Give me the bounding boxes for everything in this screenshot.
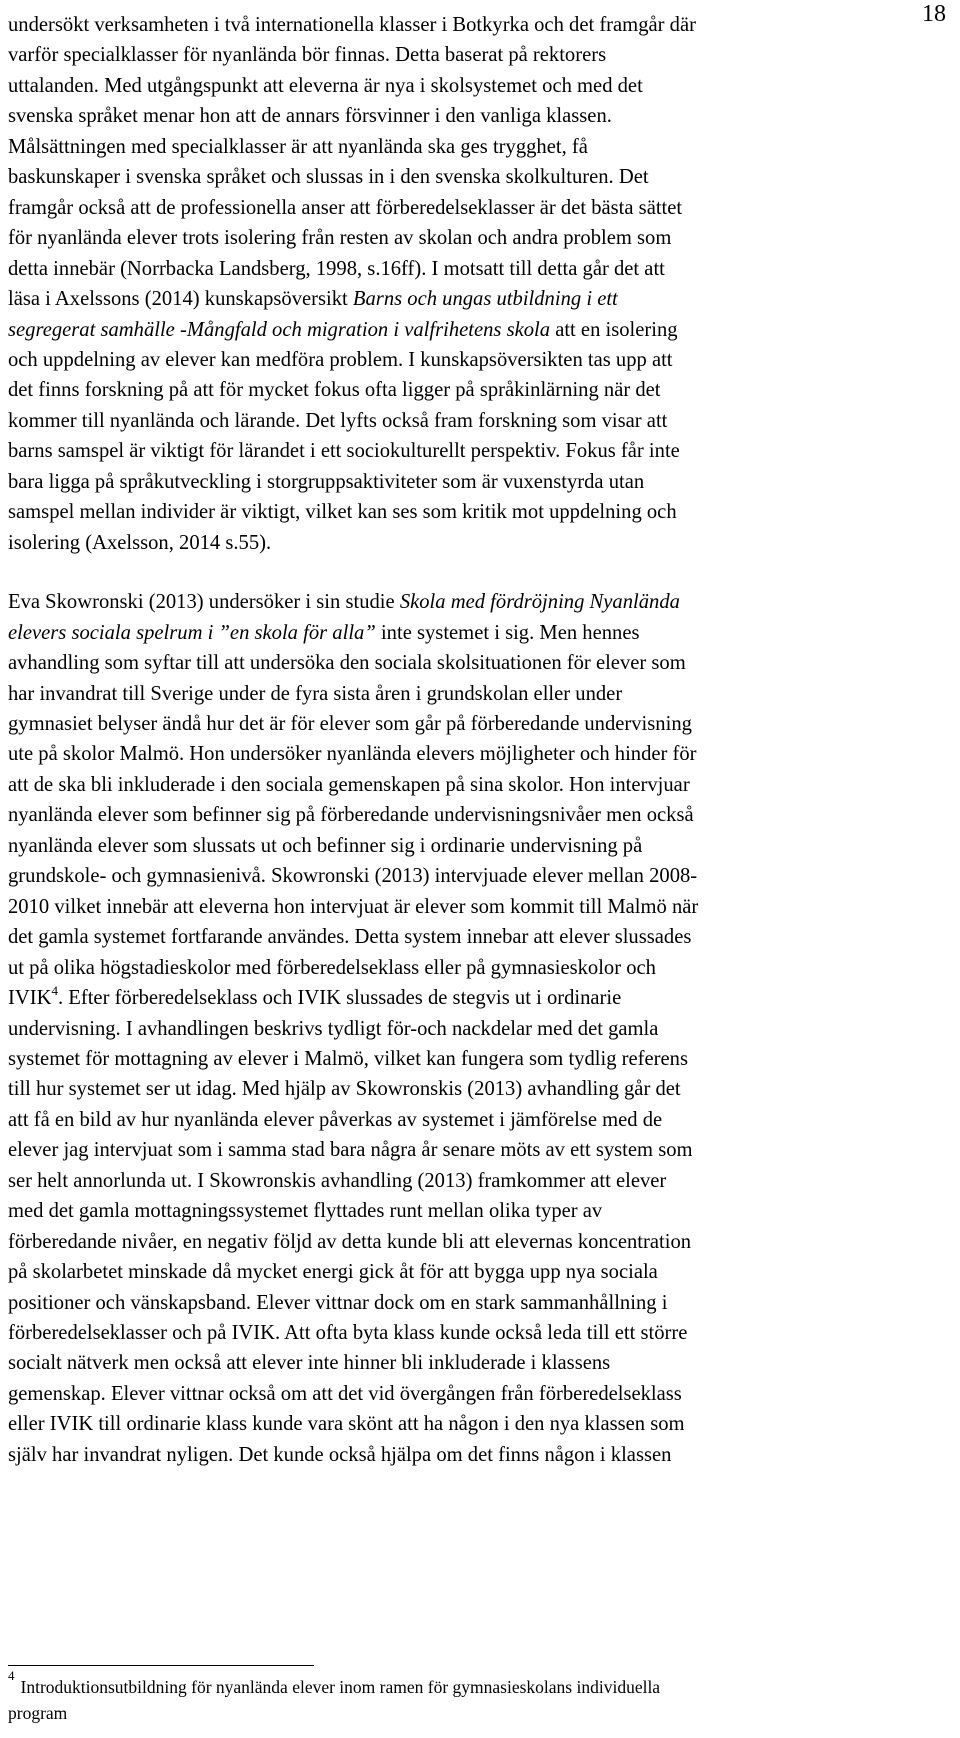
text-line: positioner och vänskapsband. Elever vittnar dock om en stark sammanhållning i [8, 1291, 668, 1314]
text-line: ser helt annorlunda ut. I Skowronskis avhandling (2013) framkommer att elever [8, 1169, 667, 1192]
book-title-italic: segregerat samhälle -Mångfald och migration i valfrihetens skola [8, 318, 551, 341]
text-line: detta innebär (Norrbacka Landsberg, 1998, s.16ff). I motsatt till detta går det att [8, 257, 665, 280]
text-segment: läsa i Axelssons (2014) kunskapsöversikt [8, 288, 353, 311]
footnote [8, 1668, 888, 1726]
text-line: kommer till nyanlända och lärande. Det lyfts också fram forskning som visar att [8, 409, 668, 432]
text-line: gymnasiet belyser ändå hur det är för elever som går på förberedande undervisning [8, 712, 692, 735]
text-line: bara ligga på språkutveckling i storgruppsaktiviteter som är vuxenstyrda utan [8, 470, 645, 493]
text-line: undersökt verksamheten i två internationella klasser i Botkyrka och det framgår där [8, 14, 696, 36]
text-segment: . Efter förberedelseklass och IVIK slussades de stegvis ut i ordinarie [57, 987, 622, 1010]
text-line: det finns forskning på att för mycket fokus ofta ligger på språkinlärning när det [8, 379, 661, 402]
footnote-line: program [8, 1703, 68, 1723]
text-line: systemet för mottagning av elever i Malmö, vilket kan fungera som tydlig referens [8, 1047, 688, 1070]
text-line: med det gamla mottagningssystemet flyttades runt mellan olika typer av [8, 1200, 603, 1223]
text-segment: att en isolering [550, 318, 678, 341]
text-line: framgår också att de professionella anser att förberedelseklasser är det bästa sättet [8, 196, 683, 219]
text-line: nyanlända elever som befinner sig på förberedande undervisningsnivåer men också [8, 804, 694, 827]
text-line: förberedande nivåer, en negativ följd av detta kunde bli att elevernas koncentration [8, 1230, 692, 1253]
text-line [8, 983, 868, 1013]
footnote-marker: 4 [8, 1668, 15, 1684]
text-line: på skolarbetet minskade då mycket energi gick åt för att bygga upp nya sociala [8, 1261, 658, 1284]
text-segment: inte systemet i sig. Men hennes [375, 621, 640, 644]
paragraph-2 [8, 587, 868, 1470]
book-title-italic: Barns och ungas utbildning i ett [352, 288, 618, 311]
footnote-text: Introduktionsutbildning för nyanlända elever inom ramen för gymnasieskolans individuella [20, 1677, 661, 1697]
text-segment: Eva Skowronski (2013) undersöker i sin studie [8, 591, 400, 614]
paragraph-gap [8, 558, 868, 587]
text-line: det gamla systemet fortfarande användes. Detta system innebar att elever slussades [8, 926, 692, 949]
paragraph-1 [8, 10, 868, 558]
text-line: och uppdelning av elever kan medföra problem. I kunskapsöversikten tas upp att [8, 348, 673, 371]
text-line [8, 587, 868, 617]
text-line: uttalanden. Med utgångspunkt att eleverna är nya i skolsystemet och med det [8, 74, 643, 97]
text-line: avhandling som syftar till att undersöka den sociala skolsituationen för elever som [8, 652, 686, 675]
footnote-divider [8, 1665, 314, 1666]
text-line: undervisning. I avhandlingen beskrivs tydligt för-och nackdelar med det gamla [8, 1017, 659, 1040]
text-line: att de ska bli inkluderade i den sociala gemenskapen på sina skolor. Hon intervjuar [8, 773, 690, 796]
body-text [8, 10, 868, 1470]
thesis-title-italic: elevers sociala spelrum i ”en skola för alla” [8, 621, 376, 644]
text-line: socialt nätverk men också att elever inte hinner bli inkluderade i klassens [8, 1352, 611, 1375]
text-line: elever jag intervjuat som i samma stad bara några år senare möts av ett system som [8, 1139, 693, 1162]
page-number: 18 [922, 1, 946, 27]
text-line [8, 618, 868, 648]
text-line: själv har invandrat nyligen. Det kunde också hjälpa om det finns någon i klassen [8, 1443, 672, 1466]
text-line: nyanlända elever som slussats ut och befinner sig i ordinarie undervisning på [8, 834, 643, 857]
text-line: grundskole- och gymnasienivå. Skowronski (2013) intervjuade elever mellan 2008- [8, 865, 698, 888]
text-line: gemenskap. Elever vittnar också om att det vid övergången från förberedelseklass [8, 1382, 682, 1405]
text-line: för nyanlända elever trots isolering från resten av skolan och andra problem som [8, 227, 672, 250]
text-line: baskunskaper i svenska språket och slussas in i den svenska skolkulturen. Det [8, 166, 649, 189]
thesis-title-italic: Skola med fördröjning Nyanlända [399, 591, 680, 614]
text-line: samspel mellan individer är viktigt, vilket kan ses som kritik mot uppdelning och [8, 501, 677, 524]
text-line: 2010 vilket innebär att eleverna hon intervjuat är elever som kommit till Malmö när [8, 895, 699, 918]
text-line: barns samspel är viktigt för lärandet i ett sociokulturellt perspektiv. Fokus får inte [8, 440, 680, 463]
text-line: till hur systemet ser ut idag. Med hjälp av Skowronskis (2013) avhandling går det [8, 1078, 681, 1101]
footnote-reference[interactable]: 4 [51, 983, 58, 999]
text-line: ut på olika högstadieskolor med förberedelseklass eller på gymnasieskolor och [8, 956, 656, 979]
text-segment: IVIK [8, 987, 52, 1010]
text-line: förberedelseklasser och på IVIK. Att ofta byta klass kunde också leda till ett större [8, 1322, 688, 1345]
text-line: har invandrat till Sverige under de fyra sista åren i grundskolan eller under [8, 682, 623, 705]
text-line: isolering (Axelsson, 2014 s.55). [8, 531, 272, 554]
text-line: ute på skolor Malmö. Hon undersöker nyanlända elevers möjligheter och hinder för [8, 743, 697, 766]
text-line: varför specialklasser för nyanlända bör finnas. Detta baserat på rektorers [8, 44, 607, 67]
text-line: att få en bild av hur nyanlända elever påverkas av systemet i jämförelse med de [8, 1108, 663, 1131]
text-line [8, 315, 868, 345]
text-line: svenska språket menar hon att de annars försvinner i den vanliga klassen. [8, 105, 612, 128]
text-line: eller IVIK till ordinarie klass kunde vara skönt att ha någon i den nya klassen som [8, 1413, 685, 1436]
text-line: Målsättningen med specialklasser är att nyanlända ska ges trygghet, få [8, 135, 588, 158]
footnote-line [8, 1668, 888, 1700]
text-line [8, 284, 868, 314]
